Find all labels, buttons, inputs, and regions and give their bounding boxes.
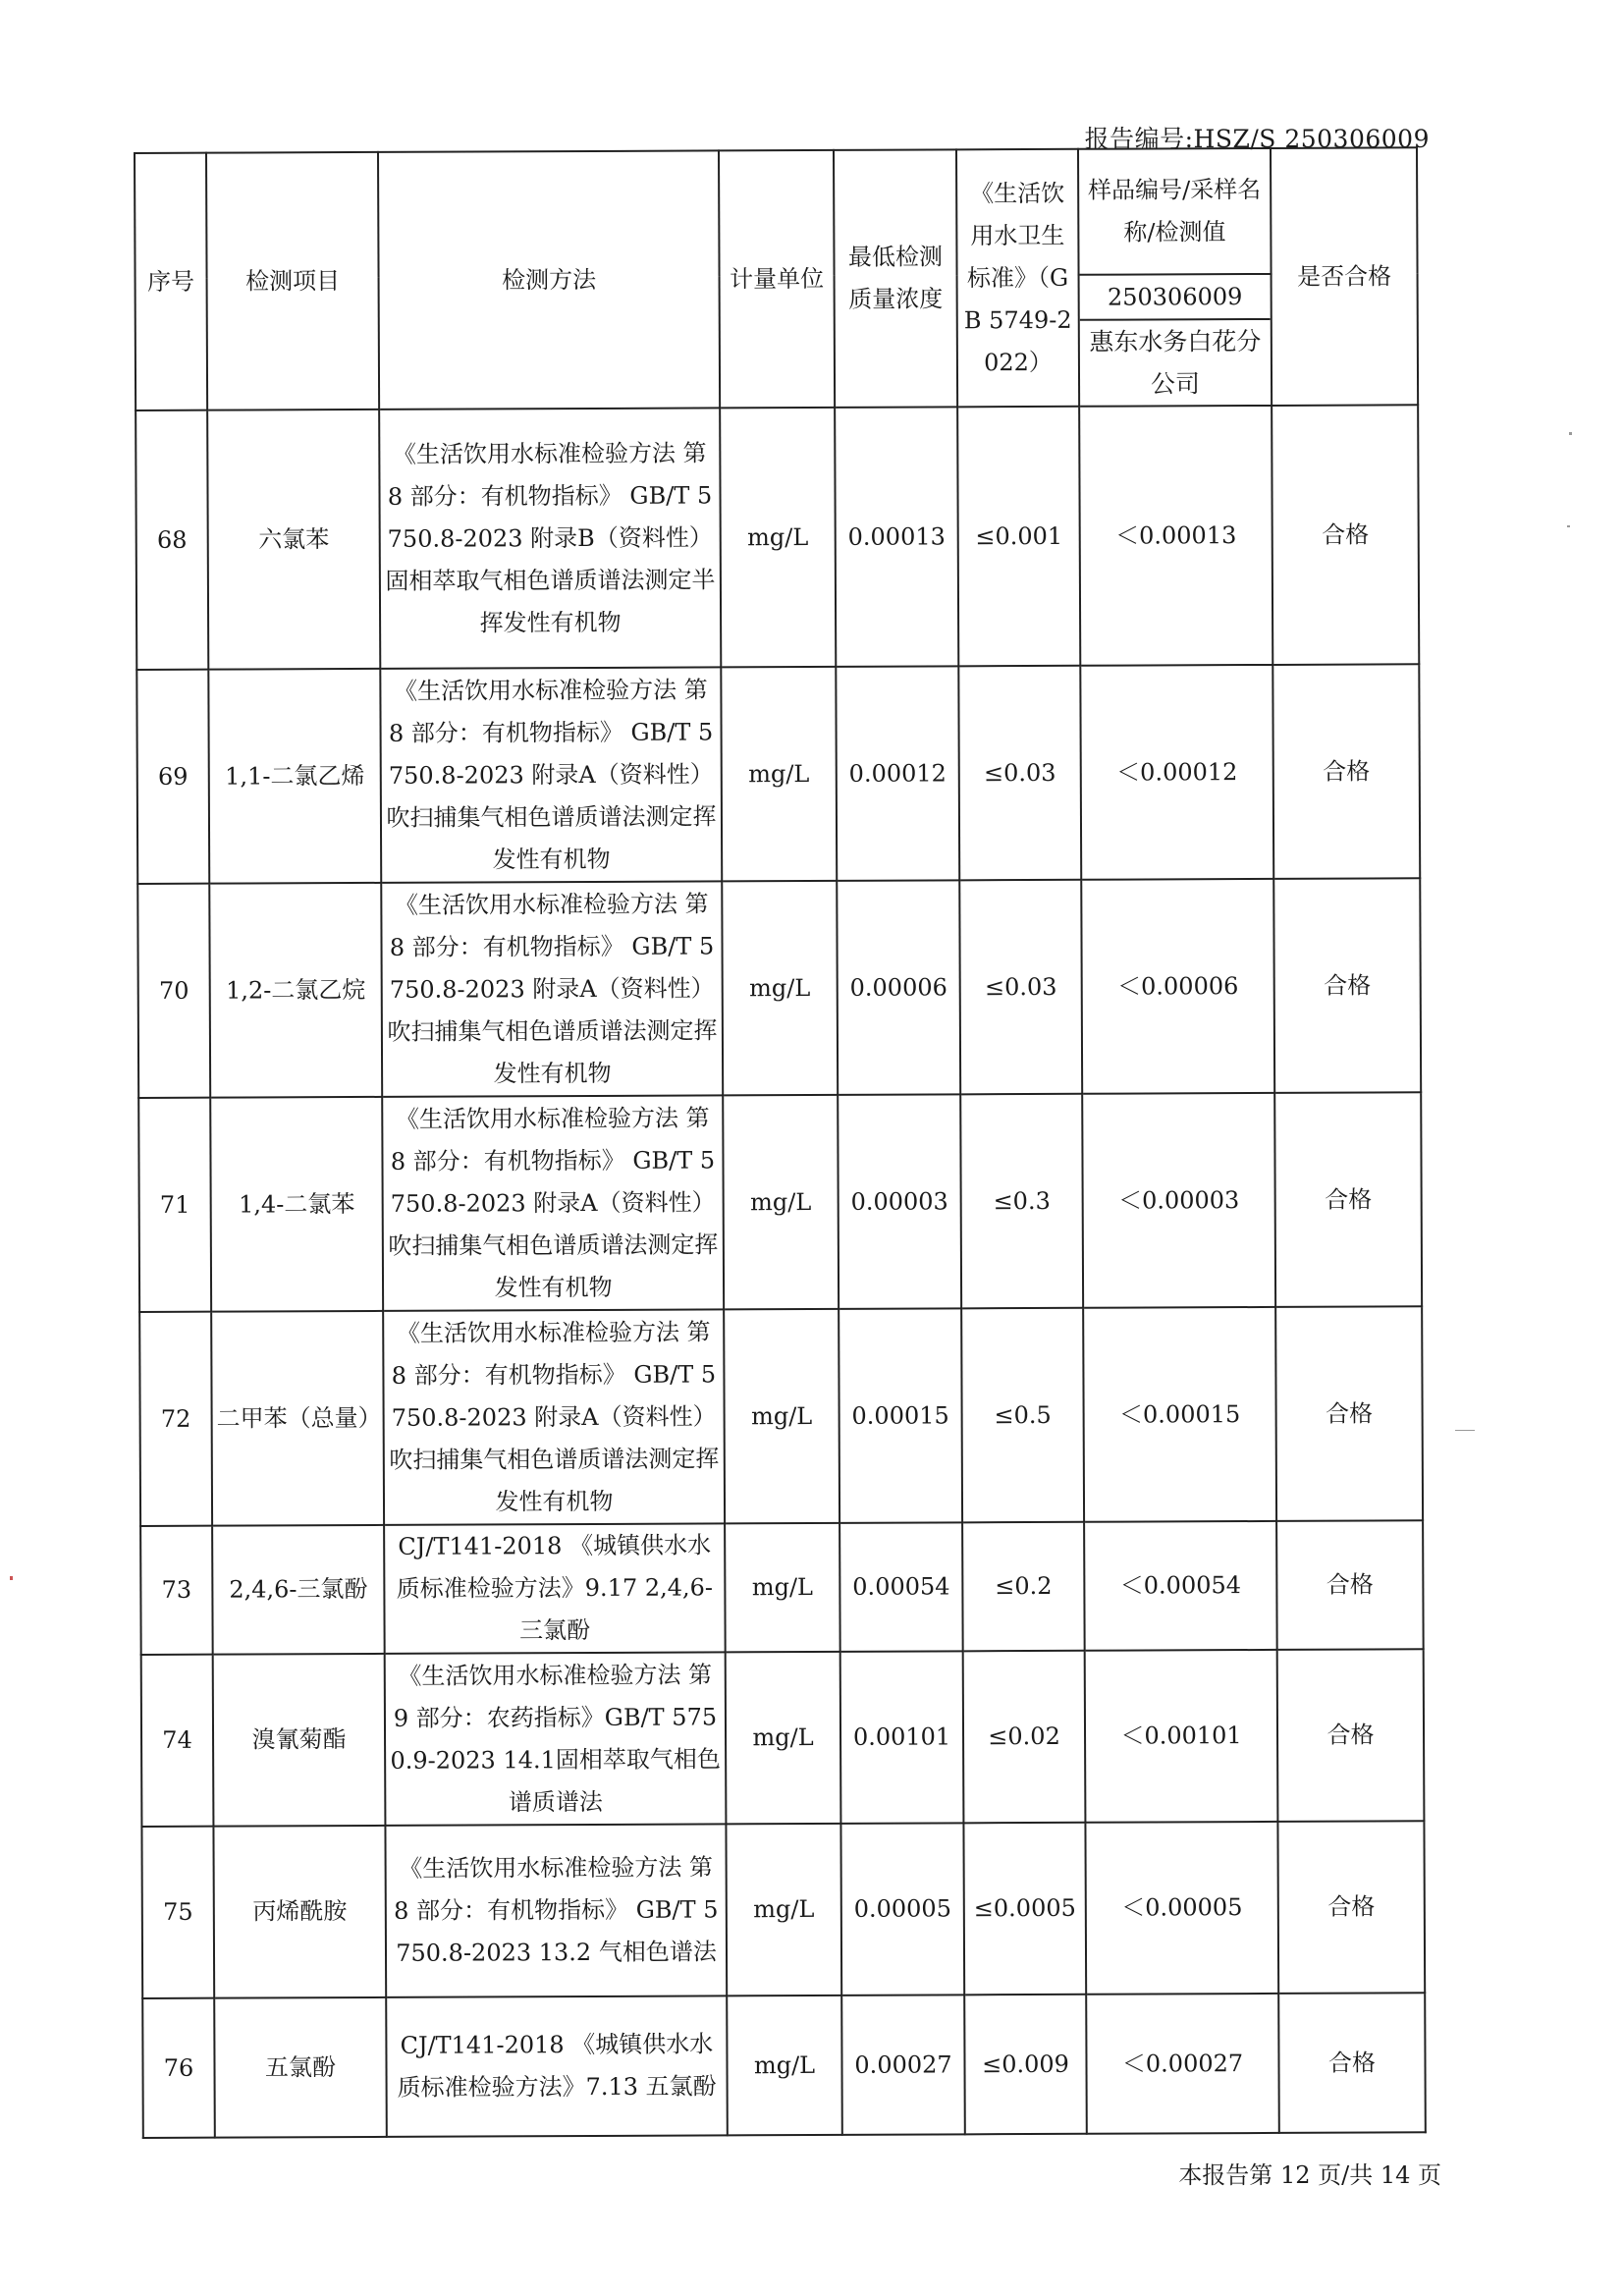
row-value: ＜0.00054 — [1084, 1521, 1277, 1651]
row-method: 《生活饮用水标准检验方法 第 8 部分：有机物指标》 GB/T 5750.8-2023 附录A（资料性）吹扫捕集气相色谱质谱法测定挥发性有机物 — [382, 1095, 724, 1311]
row-min-conc: 0.00006 — [837, 880, 960, 1095]
row-seq: 75 — [141, 1827, 214, 1998]
row-unit: mg/L — [720, 408, 836, 668]
row-result: 合格 — [1272, 664, 1420, 879]
row-seq: 72 — [139, 1312, 212, 1526]
row-seq: 71 — [138, 1098, 211, 1312]
header-sample-cell — [1079, 274, 1272, 407]
row-item: 1,2-二氯乙烷 — [209, 883, 382, 1098]
row-min-conc: 0.00054 — [839, 1522, 963, 1652]
row-unit: mg/L — [723, 1095, 839, 1310]
row-item: 五氯酚 — [214, 1997, 387, 2138]
row-limit: ≤0.001 — [957, 407, 1080, 667]
row-unit: mg/L — [726, 1824, 841, 1996]
test-results-table — [134, 146, 1427, 2139]
row-item: 1,1-二氯乙烯 — [208, 669, 381, 884]
row-limit: ≤0.2 — [962, 1522, 1085, 1652]
row-item: 六氯苯 — [207, 410, 380, 670]
row-seq: 74 — [141, 1655, 214, 1827]
row-unit: mg/L — [727, 1995, 842, 2136]
row-method: 《生活饮用水标准检验方法 第 8 部分：有机物指标》 GB/T 5750.8-2023 附录B（资料性） 固相萃取气相色谱质谱法测定半挥发性有机物 — [379, 408, 721, 669]
row-unit: mg/L — [726, 1652, 841, 1825]
row-item: 溴氰菊酯 — [213, 1654, 386, 1827]
row-seq: 68 — [135, 410, 208, 670]
row-unit: mg/L — [721, 667, 837, 882]
report-number: 报告编号:HSZ/S 250306009 — [1084, 125, 1430, 153]
header-verdict: 是否合格 — [1271, 147, 1418, 406]
table-row — [141, 1649, 1425, 1827]
table-row — [136, 664, 1420, 884]
row-method: 《生活饮用水标准检验方法 第 8 部分：有机物指标》 GB/T 5750.8-2023 附录A（资料性）吹扫捕集气相色谱质谱法测定挥发性有机物 — [381, 881, 723, 1097]
row-method: 《生活饮用水标准检验方法 第 8 部分：有机物指标》 GB/T 5750.8-2023 附录A（资料性）吹扫捕集气相色谱质谱法测定挥发性有机物 — [383, 1309, 725, 1525]
row-value: ＜0.00015 — [1083, 1307, 1276, 1522]
scan-speck — [1455, 1430, 1475, 1431]
row-result: 合格 — [1277, 1821, 1425, 1994]
header-standard: 《生活饮用水卫生标准》（GB 5749-2022） — [956, 149, 1079, 408]
row-min-conc: 0.00027 — [841, 1995, 965, 2135]
table-row — [140, 1520, 1424, 1655]
row-result: 合格 — [1275, 1306, 1423, 1521]
table-row — [139, 1306, 1423, 1526]
row-min-conc: 0.00015 — [839, 1308, 962, 1523]
row-value: ＜0.00003 — [1082, 1093, 1275, 1308]
row-limit: ≤0.3 — [960, 1094, 1083, 1309]
row-value: ＜0.00012 — [1080, 665, 1273, 880]
table-row — [137, 878, 1421, 1098]
row-result: 合格 — [1272, 405, 1419, 665]
scan-speck — [1567, 525, 1570, 527]
row-result: 合格 — [1278, 1993, 1426, 2133]
header-sample-name: 惠东水务白花分公司 — [1089, 326, 1262, 399]
header-sample-no: 250306009 — [1080, 275, 1271, 321]
table-row — [141, 1821, 1425, 1998]
row-unit: mg/L — [724, 1309, 839, 1524]
table-row — [142, 1993, 1426, 2138]
row-method: 《生活饮用水标准检验方法 第 8 部分：有机物指标》 GB/T 5750.8-2023 附录A（资料性）吹扫捕集气相色谱质谱法测定挥发性有机物 — [380, 667, 722, 883]
header-item: 检测项目 — [206, 152, 379, 410]
row-value: ＜0.00005 — [1085, 1822, 1278, 1995]
row-seq: 73 — [140, 1526, 213, 1655]
page-footer: 本报告第 12 页/共 14 页 — [1178, 2161, 1441, 2189]
row-value: ＜0.00027 — [1086, 1994, 1279, 2134]
row-seq: 76 — [142, 1998, 215, 2138]
row-limit: ≤0.009 — [964, 1995, 1087, 2135]
table-row — [135, 405, 1419, 670]
row-limit: ≤0.0005 — [963, 1823, 1086, 1995]
scan-speck — [1569, 432, 1572, 435]
row-unit: mg/L — [725, 1523, 840, 1653]
row-method: 《生活饮用水标准检验方法 第 9 部分：农药指标》GB/T 5750.9-2023 14.1固相萃取气相色谱质谱法 — [385, 1652, 727, 1826]
row-seq: 70 — [137, 884, 210, 1098]
row-min-conc: 0.00005 — [840, 1823, 964, 1995]
header-method: 检测方法 — [378, 150, 720, 410]
row-unit: mg/L — [722, 881, 838, 1096]
row-method: 《生活饮用水标准检验方法 第 8 部分：有机物指标》 GB/T 5750.8-2023 13.2 气相色谱法 — [385, 1824, 727, 1997]
row-limit: ≤0.03 — [958, 666, 1081, 881]
row-item: 二甲苯（总量） — [211, 1311, 384, 1526]
row-min-conc: 0.00003 — [838, 1094, 961, 1309]
row-value: ＜0.00101 — [1085, 1650, 1278, 1823]
row-min-conc: 0.00101 — [840, 1651, 964, 1824]
header-unit: 计量单位 — [719, 150, 835, 409]
scan-speck — [10, 1576, 13, 1580]
row-item: 丙烯酰胺 — [213, 1826, 386, 1998]
header-min-conc: 最低检测质量浓度 — [834, 149, 957, 408]
row-limit: ≤0.03 — [959, 880, 1082, 1095]
row-limit: ≤0.5 — [961, 1308, 1084, 1523]
row-limit: ≤0.02 — [963, 1651, 1086, 1824]
row-min-conc: 0.00013 — [835, 407, 958, 667]
row-method: CJ/T141-2018 《城镇供水水质标准检验方法》7.13 五氯酚 — [386, 1995, 728, 2137]
row-value: ＜0.00006 — [1081, 879, 1274, 1094]
header-seq: 序号 — [135, 153, 207, 410]
row-item: 1,4-二氯苯 — [210, 1097, 383, 1312]
row-result: 合格 — [1277, 1649, 1425, 1822]
row-min-conc: 0.00012 — [836, 666, 959, 881]
row-item: 2,4,6-三氯酚 — [212, 1525, 385, 1655]
row-result: 合格 — [1273, 878, 1421, 1093]
row-result: 合格 — [1276, 1520, 1424, 1650]
row-result: 合格 — [1274, 1092, 1422, 1307]
row-seq: 69 — [136, 670, 209, 884]
table-row — [138, 1092, 1422, 1312]
row-value: ＜0.00013 — [1079, 406, 1272, 666]
header-sample-label: 样品编号/采样名称/检测值 — [1078, 148, 1272, 275]
row-method: CJ/T141-2018 《城镇供水水质标准检验方法》9.17 2,4,6-三氯酚 — [384, 1523, 726, 1654]
